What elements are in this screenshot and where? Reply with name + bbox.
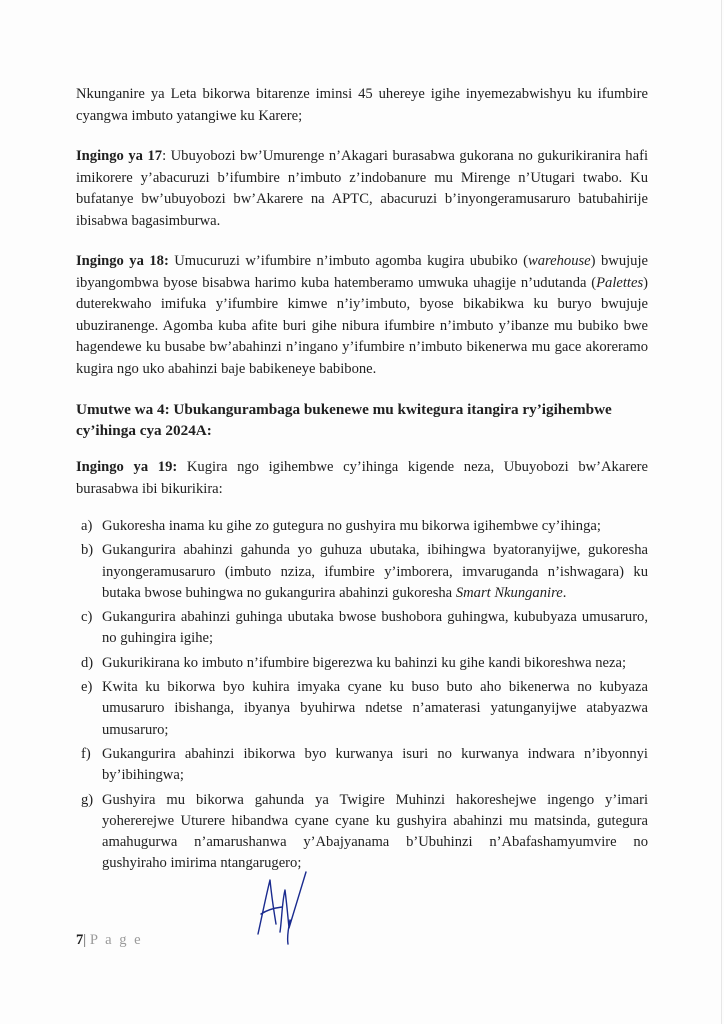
italic-term: warehouse (527, 253, 591, 269)
handwritten-signature (252, 866, 312, 946)
requirements-list (76, 516, 648, 875)
section-heading: Umutwe wa 4: Ubukangurambaga bukenewe mu kwitegura itangira ry’igihembwe cy’ihinga cya 2024A: (76, 401, 612, 439)
document-body (76, 84, 648, 878)
list-marker: g) (81, 791, 94, 808)
page-footer (76, 930, 143, 950)
list-item-text: Gushyira mu bikorwa gahunda ya Twigire Muhinzi hakoreshejwe ingengo y’imari yohererejwe Uturere hibandwa cyane cyane ku gushyira abahinzi mu matsinda, gutegura amahugurwa n’amarushanwa y’Abajyanama b’Ubuhinzi n’Abafashamyumvire no gushyiraho imirima ntangarugero; (102, 791, 648, 872)
list-marker: b) (81, 542, 94, 559)
list-item-text: Gukurikirana ko imbuto n’ifumbire bigerezwa ku bahinzi ku gihe kandi bikoreshwa neza; (102, 654, 626, 671)
article-19 (76, 457, 648, 500)
list-marker: a) (81, 518, 93, 534)
article-text: : Ubuyobozi bw’Umurenge n’Akagari burasabwa gukorana no gukurikiranira hafi imikorere y’abacuruzi b’ifumbire n’imbuto z’indobanure mu Mirenge n’Utugari twabo. Ku bufatanye bw’ubuyobozi bw’Akarere na APTC, abacuruzi b’inyongeramusaruro batubahirije ibisabwa bagasimburwa. (76, 148, 648, 229)
list-item-text: Gukangurira abahinzi gahunda yo guhuza ubutaka, ibihingwa byatoranyijwe, gukoresha inyongeramusaruro (imbuto nziza, ifumbire y’imborera, imvaruganda n’ishwagara) ku butaka bwose buhingwa no gukangurira abahinzi gukoresha (102, 542, 648, 601)
paragraph-text: Nkunganire ya Leta bikorwa bitarenze iminsi 45 uhereye igihe inyemezabwishyu ku ifumbire cyangwa imbuto yatangiwe ku Karere; (76, 86, 648, 124)
list-item (76, 653, 648, 674)
list-marker: e) (81, 679, 93, 696)
list-item (76, 540, 648, 604)
article-text: Umucuruzi w’ifumbire n’imbuto agomba kugira ububiko ( (168, 253, 528, 269)
list-item (76, 744, 648, 787)
italic-term: Palettes (596, 274, 644, 291)
list-marker: f) (81, 745, 91, 762)
page-number: 7 (76, 932, 84, 948)
list-marker: d) (81, 654, 94, 671)
page-edge-line (721, 0, 722, 1024)
article-18 (76, 251, 648, 380)
list-item-text: Kwita ku bikorwa byo kuhira imyaka cyane ku buso buto aho bikenerwa no kubyaza umusaruro ibishanga, ibyanya byuhirwa ndetse n’amaterasi yatunganyijwe atabyazwa umusaruro; (102, 679, 648, 738)
article-text: Kugira ngo igihembwe cy’ihinga kigende neza, Ubuyobozi bw’Akarere burasabwa ibi bikurikira: (76, 459, 649, 497)
list-marker: c) (81, 609, 93, 626)
article-17 (76, 146, 648, 232)
article-label: Ingingo ya 17 (76, 148, 163, 164)
list-item-text: Gukangurira abahinzi guhinga ubutaka bwose bushobora guhingwa, kububyaza umusaruro, no guhingira igihe; (102, 609, 648, 647)
article-label: Ingingo ya 19: (76, 459, 178, 475)
article-text: ) bwujuje ibyangombwa byose bisabwa harimo kuba hatemberamo umwuka uhagije n’udutanda ( (76, 253, 648, 291)
list-item-text: Gukoresha inama ku gihe zo gutegura no gushyira mu bikorwa igihembwe cy’ihinga; (102, 518, 601, 534)
list-item (76, 516, 648, 537)
paragraph-continuation (76, 84, 648, 127)
list-item (76, 790, 648, 875)
footer-separator: | (83, 932, 87, 948)
page-word: P a g e (89, 932, 143, 948)
italic-term: Smart Nkunganire (455, 584, 563, 601)
list-item-text: Gukangurira abahinzi ibikorwa byo kurwanya isuri no kurwanya indwara n’ibyonnyi by’ibihingwa; (102, 745, 648, 784)
list-item-text-end: . (562, 584, 567, 601)
article-text: ) duterekwaho imifuka y’ifumbire kimwe n’iy’imbuto, byose bikabikwa ku buryo bwujuje ubuziranenge. Agomba kuba afite buri gihe nibura ifumbire n’imbuto y’ibanze mu bubiko bwe hagendewe ku busabe bw’abahinzi n’ingano y’ifumbire n’imbuto bikenerwa mu gace akoreramo kugira ngo uko abahinzi baje babikeneye babibone. (76, 274, 648, 377)
article-label: Ingingo ya 18: (76, 253, 169, 269)
list-item (76, 607, 648, 650)
list-item (76, 677, 648, 741)
